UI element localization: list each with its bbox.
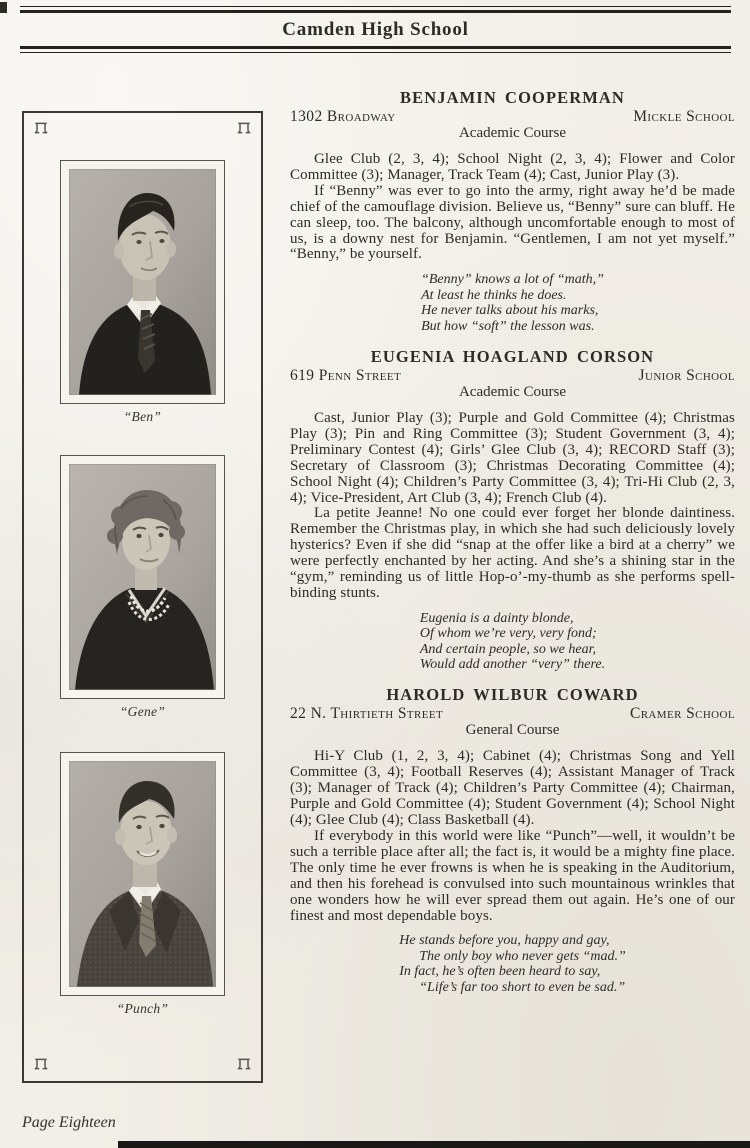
- poem-line: Of whom we’re very, very fond;: [419, 626, 597, 642]
- portrait-figure-ben: [43, 160, 243, 425]
- portrait-illustration-ben: [69, 169, 216, 395]
- bio-paragraph: If everybody in this world were like “Punch”—well, it wouldn’t be such a terrible place after all; the fact is, it would be a mighty fine place. The only time he ever frowns is when he is speaking in the Auditorium, and then his forehead is convulsed into such mountainous wrinkles that one wonders how he will ever spread them out again. He’s one of our finest and most dependable boys.: [290, 828, 735, 924]
- student-course: Academic Course: [458, 383, 567, 400]
- student-poem: [420, 611, 605, 673]
- page-header: [20, 6, 731, 53]
- address-school-row: [290, 706, 735, 722]
- portrait-illustration-gene: [69, 464, 216, 690]
- printer-ornament-icon: [236, 1056, 252, 1072]
- address-school-row: [290, 109, 735, 125]
- photo-caption: “Ben”: [123, 409, 162, 424]
- portrait-photo-punch: [60, 752, 225, 996]
- photo-caption: “Punch”: [116, 1001, 169, 1016]
- poem-line: “Benny” knows a lot of “math,”: [421, 272, 604, 288]
- student-course: General Course: [465, 722, 560, 739]
- poem-line: Would add another “very” there.: [419, 657, 606, 673]
- student-entries: [290, 88, 735, 1000]
- portrait-illustration-punch: [69, 761, 216, 987]
- poem-line: He never talks about his marks,: [421, 303, 599, 319]
- printer-ornament-icon: [33, 1056, 49, 1072]
- portrait-photo-gene: [60, 455, 225, 699]
- entry-eugenia-corson: [290, 347, 735, 673]
- address-school-row: [290, 368, 735, 384]
- student-name: HAROLD WILBUR COWARD: [386, 685, 639, 705]
- poem-line: At least he thinks he does.: [421, 287, 567, 303]
- page-number-footer: [22, 1114, 116, 1132]
- student-school: Junior School: [638, 366, 735, 384]
- student-address: 22 N. Thirtieth Street: [290, 705, 444, 723]
- photo-panel: [22, 111, 263, 1083]
- student-course: Academic Course: [458, 125, 567, 141]
- activities-paragraph: Glee Club (2, 3, 4); School Night (2, 3, 4); Flower and Color Committee (3); Manager, Track Team (4); Cast, Junior Play (3).: [290, 151, 735, 183]
- portrait-photo-ben: [60, 160, 225, 404]
- portrait-figure-gene: [43, 455, 243, 720]
- poem-line: He stands before you, happy and gay,: [399, 933, 610, 949]
- student-poem: [399, 933, 625, 995]
- school-name-title: Camden High School: [282, 19, 469, 40]
- poem-line: Eugenia is a dainty blonde,: [419, 610, 574, 626]
- printer-ornament-icon: [33, 120, 49, 136]
- student-school: Cramer School: [629, 705, 735, 723]
- poem-line: The only boy who never gets “mad.”: [419, 948, 626, 964]
- student-school: Mickle School: [633, 108, 735, 125]
- entry-harold-coward: [290, 685, 735, 995]
- poem-line: But how “soft” the lesson was.: [421, 318, 595, 334]
- student-address: 619 Penn Street: [290, 366, 402, 384]
- student-name: BENJAMIN COOPERMAN: [400, 88, 625, 107]
- student-poem: [421, 272, 604, 334]
- student-name: EUGENIA HOAGLAND CORSON: [370, 346, 655, 366]
- activities-paragraph: Cast, Junior Play (3); Purple and Gold Committee (4); Christmas Play (3); Pin and Ring Committee (3); Student Government (3, 4); Preliminary Contest (4); Girls’ Glee Club (3, 4); RECORD Staff (3); Secretary of Classroom (3); Christmas Decorating Committee (4); School Night (4); Children’s Party Committee (3, 4); Tri-Hi Club (2, 3, 4); Vice-President, Art Club (3, 4); French Club (4).: [290, 409, 735, 506]
- activities-paragraph: Hi-Y Club (1, 2, 3, 4); Cabinet (4); Christmas Song and Yell Committee (3, 4); Football Reserves (4); Assistant Manager of Track (3); Manager of Track (4); Children’s Party Committee (4); Chairman, Purple and Gold Committee (4); Student Government (4); School Night (4); Glee Club (4); Class Basketball (4).: [290, 748, 735, 829]
- scan-edge-artifact-top: [0, 2, 7, 13]
- printer-ornament-icon: [236, 120, 252, 136]
- poem-line: And certain people, so we hear,: [419, 641, 597, 657]
- bio-paragraph: La petite Jeanne! No one could ever forget her blonde daintiness. Remember the Christmas play, in which she had such deliciously lovely hysterics? Even if she did “snap at the offer like a bird at a cherry” we were perfectly enchanted by her acting. And she’s a shining star in the “gym,” reminding us of little Hop-o’-my-thumb as she performs spell-binding stunts.: [290, 505, 735, 601]
- page-number-label: Page Eighteen: [22, 1114, 116, 1131]
- student-address: 1302 Broadway: [290, 108, 396, 125]
- portrait-figure-punch: [43, 752, 243, 1017]
- scan-edge-artifact-bottom: [118, 1141, 750, 1148]
- poem-line: In fact, he’s often been heard to say,: [399, 964, 601, 980]
- entry-benjamin-cooperman: [290, 88, 735, 334]
- header-rule: [20, 10, 731, 13]
- bio-paragraph: If “Benny” was ever to go into the army, right away he’d be made chief of the camouflage division. Believe us, “Benny” sure can bluff. He can sleep, too. The balcony, although uncomfortable enough to most of us, is a downy nest for Benjamin. “Gentlemen, I am not yet myself.” “Benny,” be yourself.: [290, 182, 735, 263]
- poem-line: “Life’s far too short to even be sad.”: [419, 979, 626, 995]
- header-rule: [20, 52, 731, 53]
- photo-caption: “Gene”: [119, 704, 166, 719]
